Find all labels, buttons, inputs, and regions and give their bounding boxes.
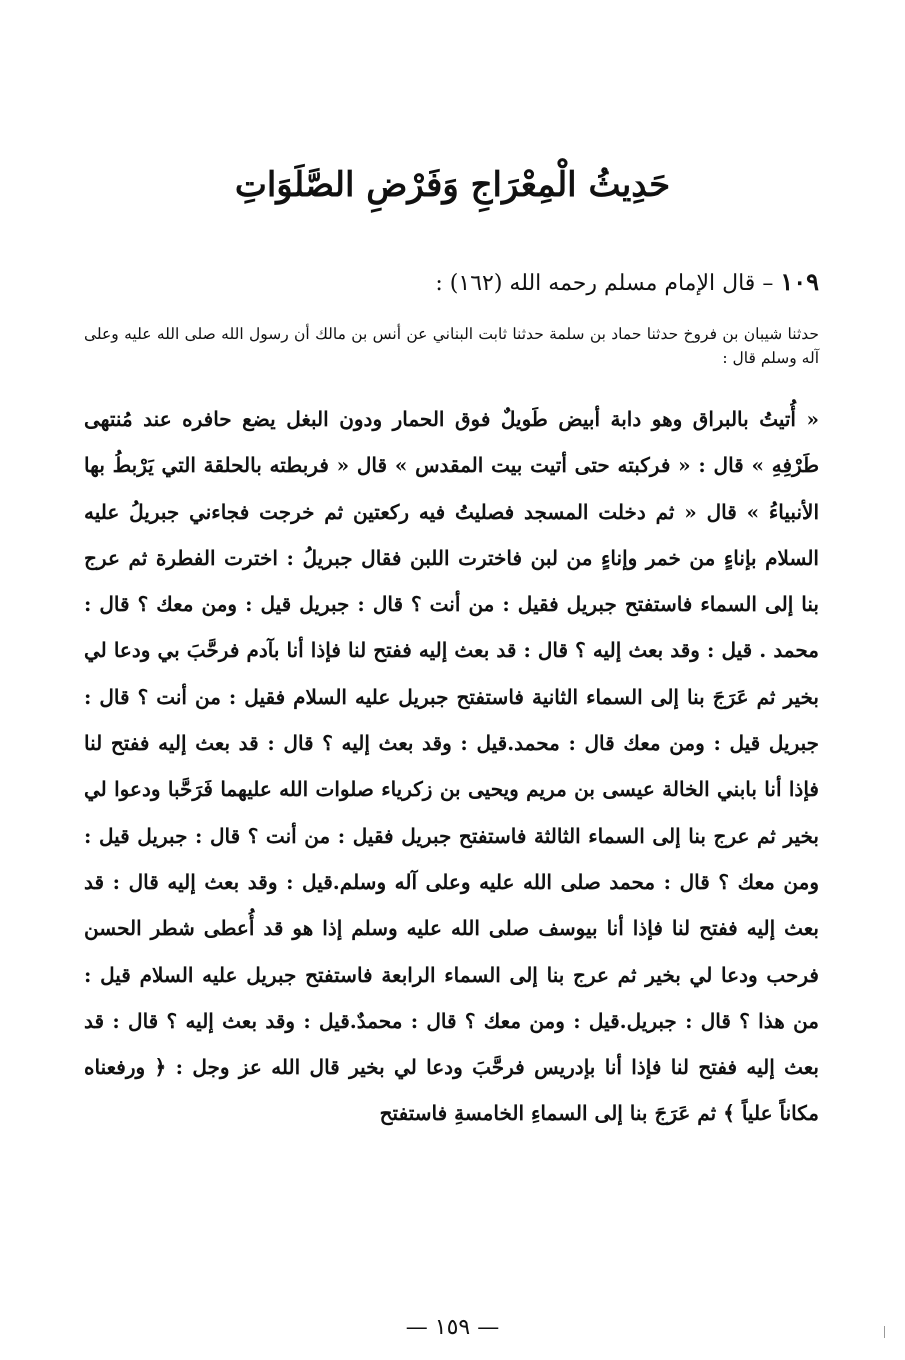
hadith-number: ١٠٩ [780, 267, 819, 296]
hadith-intro: قال الإمام مسلم رحمه الله (١٦٢) : [435, 271, 756, 296]
chapter-title: حَدِيثُ الْمِعْرَاجِ وَفَرْضِ الصَّلَوَاتِ [234, 165, 671, 205]
page-number: — ١٥٩ — [405, 1315, 500, 1340]
isnad-text: حدثنا شيبان بن فروخ حدثنا حماد بن سلمة حدثنا ثابت البناني عن أنس بن مالك أن رسول الله صلى الله عليه وعلى آله وسلم قال : [84, 325, 819, 367]
margin-mark [884, 1326, 885, 1338]
hadith-heading [79, 262, 819, 304]
hadith-dash: – [755, 271, 781, 296]
matn-text: « أُتيتُ بالبراق وهو دابة أبيض طَويلٌ فوق الحمار ودون البغل يضع حافره عند مُنتهى طَرْفِهِ » قال : « فركبته حتى أتيت بيت المقدس » قال « فربطته بالحلقة التي يَرْبطُ بها الأنبياءُ » قال « ثم دخلت المسجد فصليتُ فيه ركعتين ثم خرجت فجاءني جبريلُ عليه السلام بإناءٍ من خمر وإناءٍ من لبن فاخترت اللبن فقال جبريلُ : اخترت الفطرة ثم عرج بنا إلى السماء فاستفتح جبريل فقيل : من أنت ؟ قال : جبريل قيل : ومن معك ؟ قال : محمد . قيل : وقد بعث إليه ؟ قال : قد بعث إليه ففتح لنا فإذا أنا بآدم فرحَّبَ بي ودعا لي بخير ثم عَرَجَ بنا إلى السماء الثانية فاستفتح جبريل عليه السلام فقيل : من أنت ؟ قال : جبريل قيل : ومن معك قال : محمد.قيل : وقد بعث إليه ؟ قال : قد بعث إليه ففتح لنا فإذا أنا بابني الخالة عيسى بن مريم ويحيى بن زكرياء صلوات الله عليهما فَرَحَّبا ودعوا لي بخير ثم عرج بنا إلى السماء الثالثة فاستفتح جبريل فقيل : من أنت ؟ قال : جبريل قيل : ومن معك ؟ قال : محمد صلى الله عليه وعلى آله وسلم.قيل : وقد بعث إليه قال : قد بعث إليه ففتح لنا فإذا أنا بيوسف صلى الله عليه وسلم إذا هو قد أُعطى شطر الحسن فرحب ودعا لي بخير ثم عرج بنا إلى السماء الرابعة فاستفتح جبريل عليه السلام قيل : من هذا ؟ قال : جبريل.قيل : ومن معك ؟ قال : محمدٌ.قيل : وقد بعث إليه ؟ قال : قد بعث إليه ففتح لنا فإذا أنا بإدريس فرحَّبَ ودعا لي بخير قال الله عز وجل : ﴿ ورفعناه مكاناً علياً ﴾ ثم عَرَجَ بنا إلى السماءِ الخامسةِ فاستفتح [84, 407, 819, 1126]
